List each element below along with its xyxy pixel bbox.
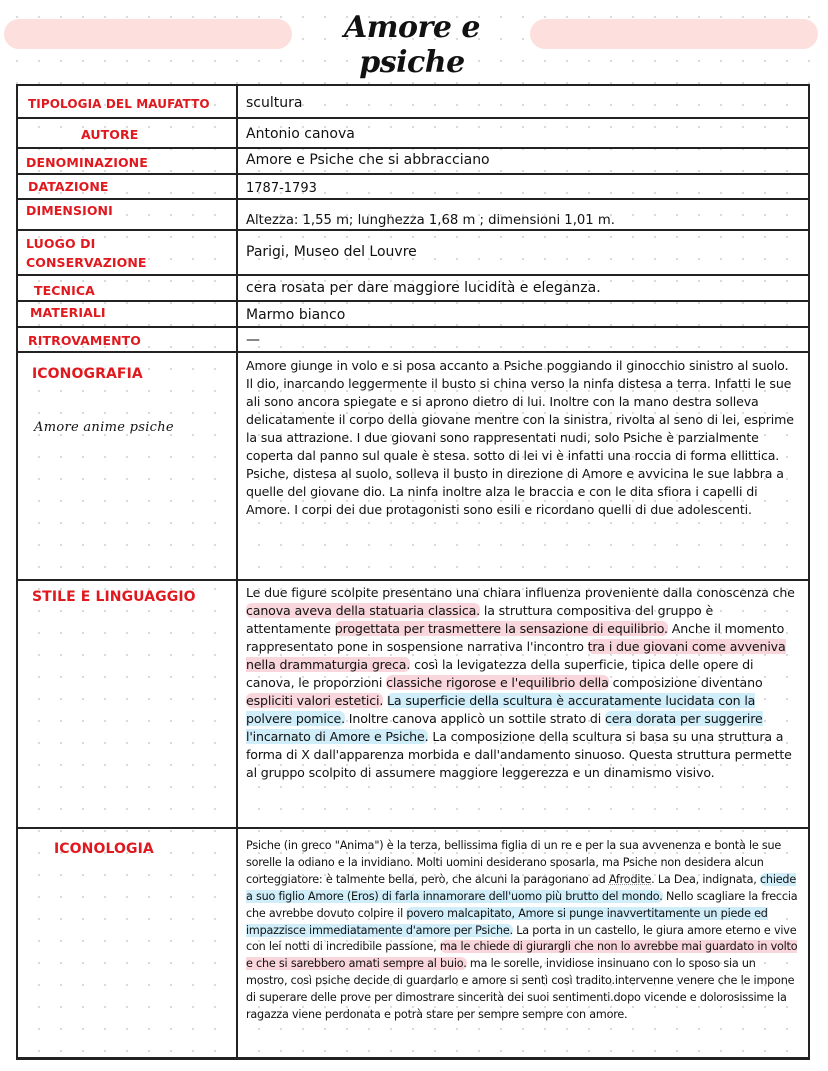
row-value: scultura: [246, 95, 303, 111]
text-segment: Nello scagliare la freccia che avrebbe dovuto colpire il: [246, 889, 798, 920]
row-label-line2: CONSERVAZIONE: [26, 255, 147, 270]
highlight-pink: ma le chiede di giurargli che non lo avrebbe mai guardato in volto e che si sarebbero amati sempre al buio.: [246, 940, 798, 971]
page-title: Amore e psiche: [344, 10, 480, 80]
artwork-info-table: [16, 84, 810, 1060]
section-iconografia: [18, 353, 808, 581]
row-ritrovamento: [18, 328, 808, 353]
section-text: [246, 838, 798, 1024]
row-label: RITROVAMENTO: [28, 333, 142, 348]
section-label: ICONOGRAFIA: [32, 366, 143, 382]
highlight-pink: tra i due giovani come avveniva nella drammaturgia greca.: [246, 639, 786, 672]
row-label-line1: LUOGO DI: [26, 236, 96, 251]
row-value: Parigi, Museo del Louvre: [246, 244, 417, 260]
decorative-pill-right: [530, 19, 818, 49]
section-text: [246, 584, 798, 782]
row-label: [26, 234, 147, 272]
row-tipologia: [18, 86, 808, 119]
decorative-pill-left: [4, 19, 292, 49]
text-segment: così la levigatezza della superficie, tipica delle opere di canova, le proporzioni: [246, 657, 754, 690]
row-value: 1787-1793: [246, 181, 317, 196]
row-label: DATAZIONE: [28, 179, 109, 194]
row-dimensioni: [18, 200, 808, 231]
highlight-blue: povero malcapitato, Amore si punge inavvertitamente un piede ed impazzisce immediatamente d'amore per Psiche.: [246, 906, 768, 937]
row-label: MATERIALI: [30, 305, 106, 320]
row-value: cera rosata per dare maggiore lucidità e eleganza.: [246, 280, 601, 296]
row-label: AUTORE: [81, 127, 139, 142]
row-tecnica: [18, 276, 808, 302]
dotted-underline-word: Afrodite: [608, 872, 652, 886]
text-segment: composizione diventano: [608, 675, 763, 690]
text-segment: Le due figure scolpite presentano una chiara influenza proveniente dalla conoscenza che: [246, 585, 795, 600]
highlight-pink: classiche rigorose e l'equilibrio della: [386, 675, 609, 690]
row-datazione: [18, 175, 808, 200]
text-segment: . La Dea, indignata,: [651, 872, 760, 886]
row-label: TECNICA: [34, 283, 95, 298]
highlight-blue: chiede a suo figlio Amore (Eros) di farla innamorare dell'uomo più brutto del mondo.: [246, 872, 797, 903]
row-value: —: [246, 332, 260, 348]
highlight-blue: cera dorata per suggerire l'incarnato di Amore e Psiche.: [246, 711, 763, 744]
text-segment: La composizione della scultura si basa su una struttura a forma di X dall'apparenza morbida e dall'andamento sinuoso. Questa struttura permette al gruppo scolpito di assumere maggiore leggerezza e un dinamismo visivo.: [246, 729, 792, 780]
section-label: STILE E LINGUAGGIO: [32, 589, 196, 605]
row-denominazione: [18, 149, 808, 175]
highlight-pink: progettata per trasmettere la sensazione di equilibrio.: [334, 621, 668, 636]
section-label: ICONOLOGIA: [54, 841, 154, 857]
row-luogo: [18, 231, 808, 276]
text-segment: la struttura compositiva del gruppo è attentamente: [246, 603, 714, 636]
text-segment: Anche il momento rappresentato pone in sospensione narrativa l'incontro: [246, 621, 785, 654]
section-stile: [18, 581, 808, 829]
page-header: [0, 0, 828, 80]
row-label: TIPOLOGIA DEL MAUFATTO: [28, 97, 210, 111]
text-segment: Psiche (in greco "Anima") è la terza, bellissima figlia di un re e per la sua avvenenza e bontà le sue sorelle la odiano e la invidiano. Molti uomini desiderano sposarla, ma Psiche non desidera alcun corteggiatore: è talmente bella, però, che alcuni la paragonano ad: [246, 839, 782, 886]
text-segment: Inoltre canova applicò un sottile strato di: [344, 711, 605, 726]
row-label: DENOMINAZIONE: [26, 155, 148, 170]
row-label: DIMENSIONI: [26, 203, 113, 218]
handwritten-note: Amore anime psiche: [34, 420, 174, 435]
highlight-blue: La superficie della scultura è accuratamente lucidata con la polvere pomice.: [246, 693, 756, 726]
section-text: Amore giunge in volo e si posa accanto a Psiche poggiando il ginocchio sinistro al suolo. Il dio, inarcando leggermente il busto si china verso la ninfa distesa a terra. Infatti le sue ali sono ancora spiegate e si aprono dietro di lui. Inoltre con la mano destra solleva delicatamente il corpo della giovane mentre con la sinistra, rivolta al seno di lei, esprime la sua attrazione. I due giovani sono rappresentati nudi, solo Psiche è parzialmente coperta dal panno sul quale è stesa. sotto di lei vi è infatti una roccia di forma ellittica. Psiche, distesa al suolo, solleva il busto in direzione di Amore e avvicina le sue labbra a quelle del giovane dio. La ninfa inoltre alza le braccia e con le dita sfiora i capelli di Amore. I corpi dei due protagonisti sono esili e ricordano quelli di due adolescenti.: [246, 358, 794, 517]
text-segment: La porta in un castello, le giura amore eterno e vive con lei notti di incredibile passione,: [246, 923, 797, 954]
row-autore: [18, 119, 808, 149]
highlight-pink: canova aveva della statuaria classica.: [246, 603, 481, 618]
text-segment: ma le sorelle, invidiose insinuano con lo sposo sia un mostro, così psiche decide di guardarlo e amore si sentì così tradito.intervenne venere che le impone di superare delle prove per dimostrare sincerità dei suoi sentimenti.dopo vicende e dolorosissime la ragazza viene perdonata e potrà stare per sempre sempre con amore.: [246, 957, 795, 1022]
highlight-pink: espliciti valori estetici.: [246, 693, 384, 708]
row-value: Amore e Psiche che si abbracciano: [246, 152, 490, 168]
row-value: Marmo bianco: [246, 307, 346, 323]
section-iconologia: [18, 829, 808, 1060]
row-value: Antonio canova: [246, 126, 355, 142]
row-value: Altezza: 1,55 m; lunghezza 1,68 m ; dimensioni 1,01 m.: [246, 213, 615, 228]
row-materiali: [18, 302, 808, 328]
